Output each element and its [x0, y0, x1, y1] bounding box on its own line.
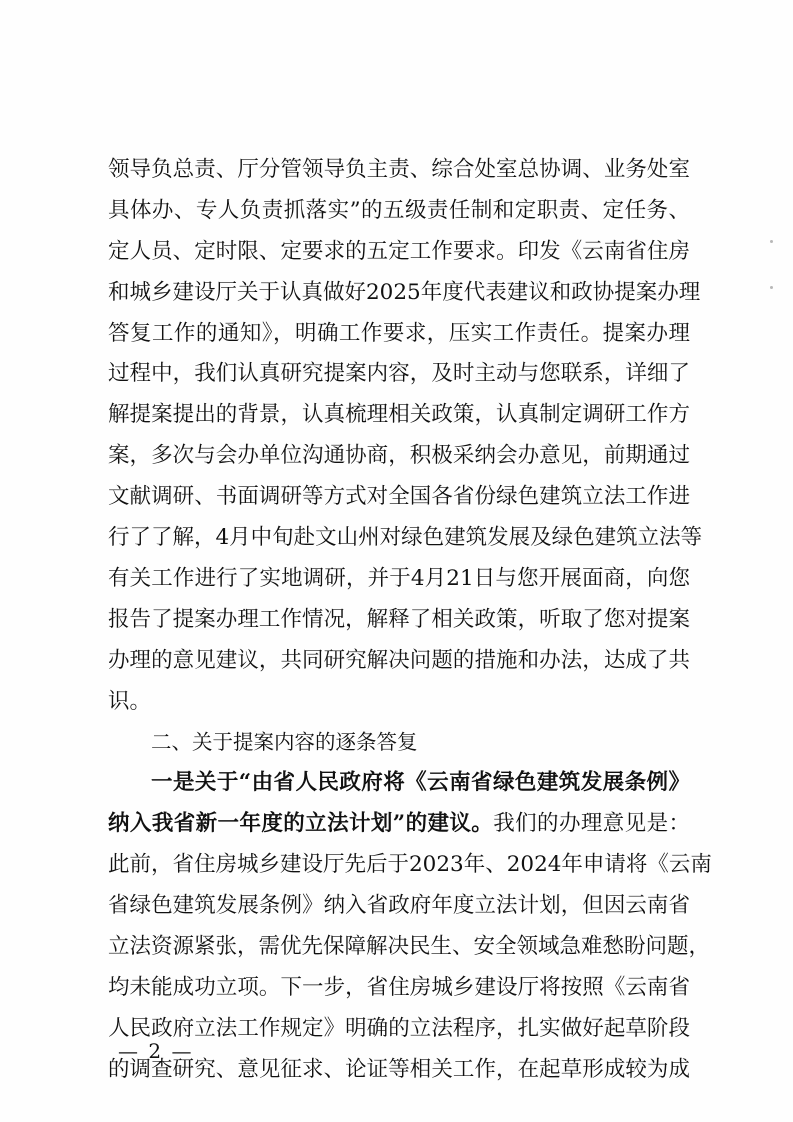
text-span: 我们的办理意见是： — [493, 811, 690, 837]
text-line: 解提案提出的背景，认真梳理相关政策，认真制定调研工作方 — [108, 402, 690, 428]
bold-text-span: 纳入我省新一年度的立法计划”的建议。 — [108, 811, 494, 837]
scan-speck — [770, 286, 773, 289]
paragraph-2 — [108, 763, 712, 1090]
section-heading: 二、关于提案内容的逐条答复 — [151, 730, 418, 755]
text-line: 行了了解，4月中旬赴文山州对绿色建筑发展及绿色建筑立法等 — [108, 525, 703, 551]
document-body — [108, 150, 712, 1090]
text-line: 此前，省住房城乡建设厅先后于2023年、2024年申请将《云南 — [108, 852, 712, 878]
text-line: 案，多次与会办单位沟通协商，积极采纳会办意见，前期通过 — [108, 443, 690, 469]
text-line: 和城乡建设厅关于认真做好2025年度代表建议和政协提案办理 — [108, 279, 701, 305]
text-line: 有关工作进行了实地调研，并于4月21日与您开展面商，向您 — [108, 565, 690, 591]
scan-speck — [770, 240, 773, 243]
bold-text-line: 一是关于“由省人民政府将《云南省绿色建筑发展条例》 — [151, 770, 690, 796]
text-line: 省绿色建筑发展条例》纳入省政府年度立法计划，但因云南省 — [108, 893, 690, 919]
mixed-text-line — [108, 804, 690, 845]
text-line: 的调查研究、意见征求、论证等相关工作，在起草形成较为成 — [108, 1056, 690, 1082]
text-line: 具体办、专人负责抓落实”的五级责任制和定职责、定任务、 — [108, 197, 690, 223]
text-line: 均未能成功立项。下一步，省住房城乡建设厅将按照《云南省 — [108, 974, 690, 1000]
text-line: 立法资源紧张，需优先保障解决民生、安全领域急难愁盼问题， — [108, 933, 711, 959]
text-line: 人民政府立法工作规定》明确的立法程序，扎实做好起草阶段 — [108, 1015, 690, 1041]
text-line: 领导负总责、厅分管领导负主责、综合处室总协调、业务处室 — [108, 157, 690, 182]
text-line: 过程中，我们认真研究提案内容，及时主动与您联系，详细了 — [108, 361, 690, 387]
text-line: 办理的意见建议，共同研究解决问题的措施和办法，达成了共 — [108, 647, 690, 673]
text-line: 定人员、定时限、定要求的五定工作要求。印发《云南省住房 — [108, 238, 690, 264]
page-number: — 2 — — [118, 1039, 194, 1063]
text-line: 文献调研、书面调研等方式对全国各省份绿色建筑立法工作进 — [108, 484, 690, 510]
text-line: 答复工作的通知》，明确工作要求，压实工作责任。提案办理 — [108, 320, 690, 346]
paragraph-1 — [108, 150, 703, 722]
text-line: 识。 — [108, 688, 152, 714]
text-line: 报告了提案办理工作情况，解释了相关政策，听取了您对提案 — [108, 606, 690, 632]
